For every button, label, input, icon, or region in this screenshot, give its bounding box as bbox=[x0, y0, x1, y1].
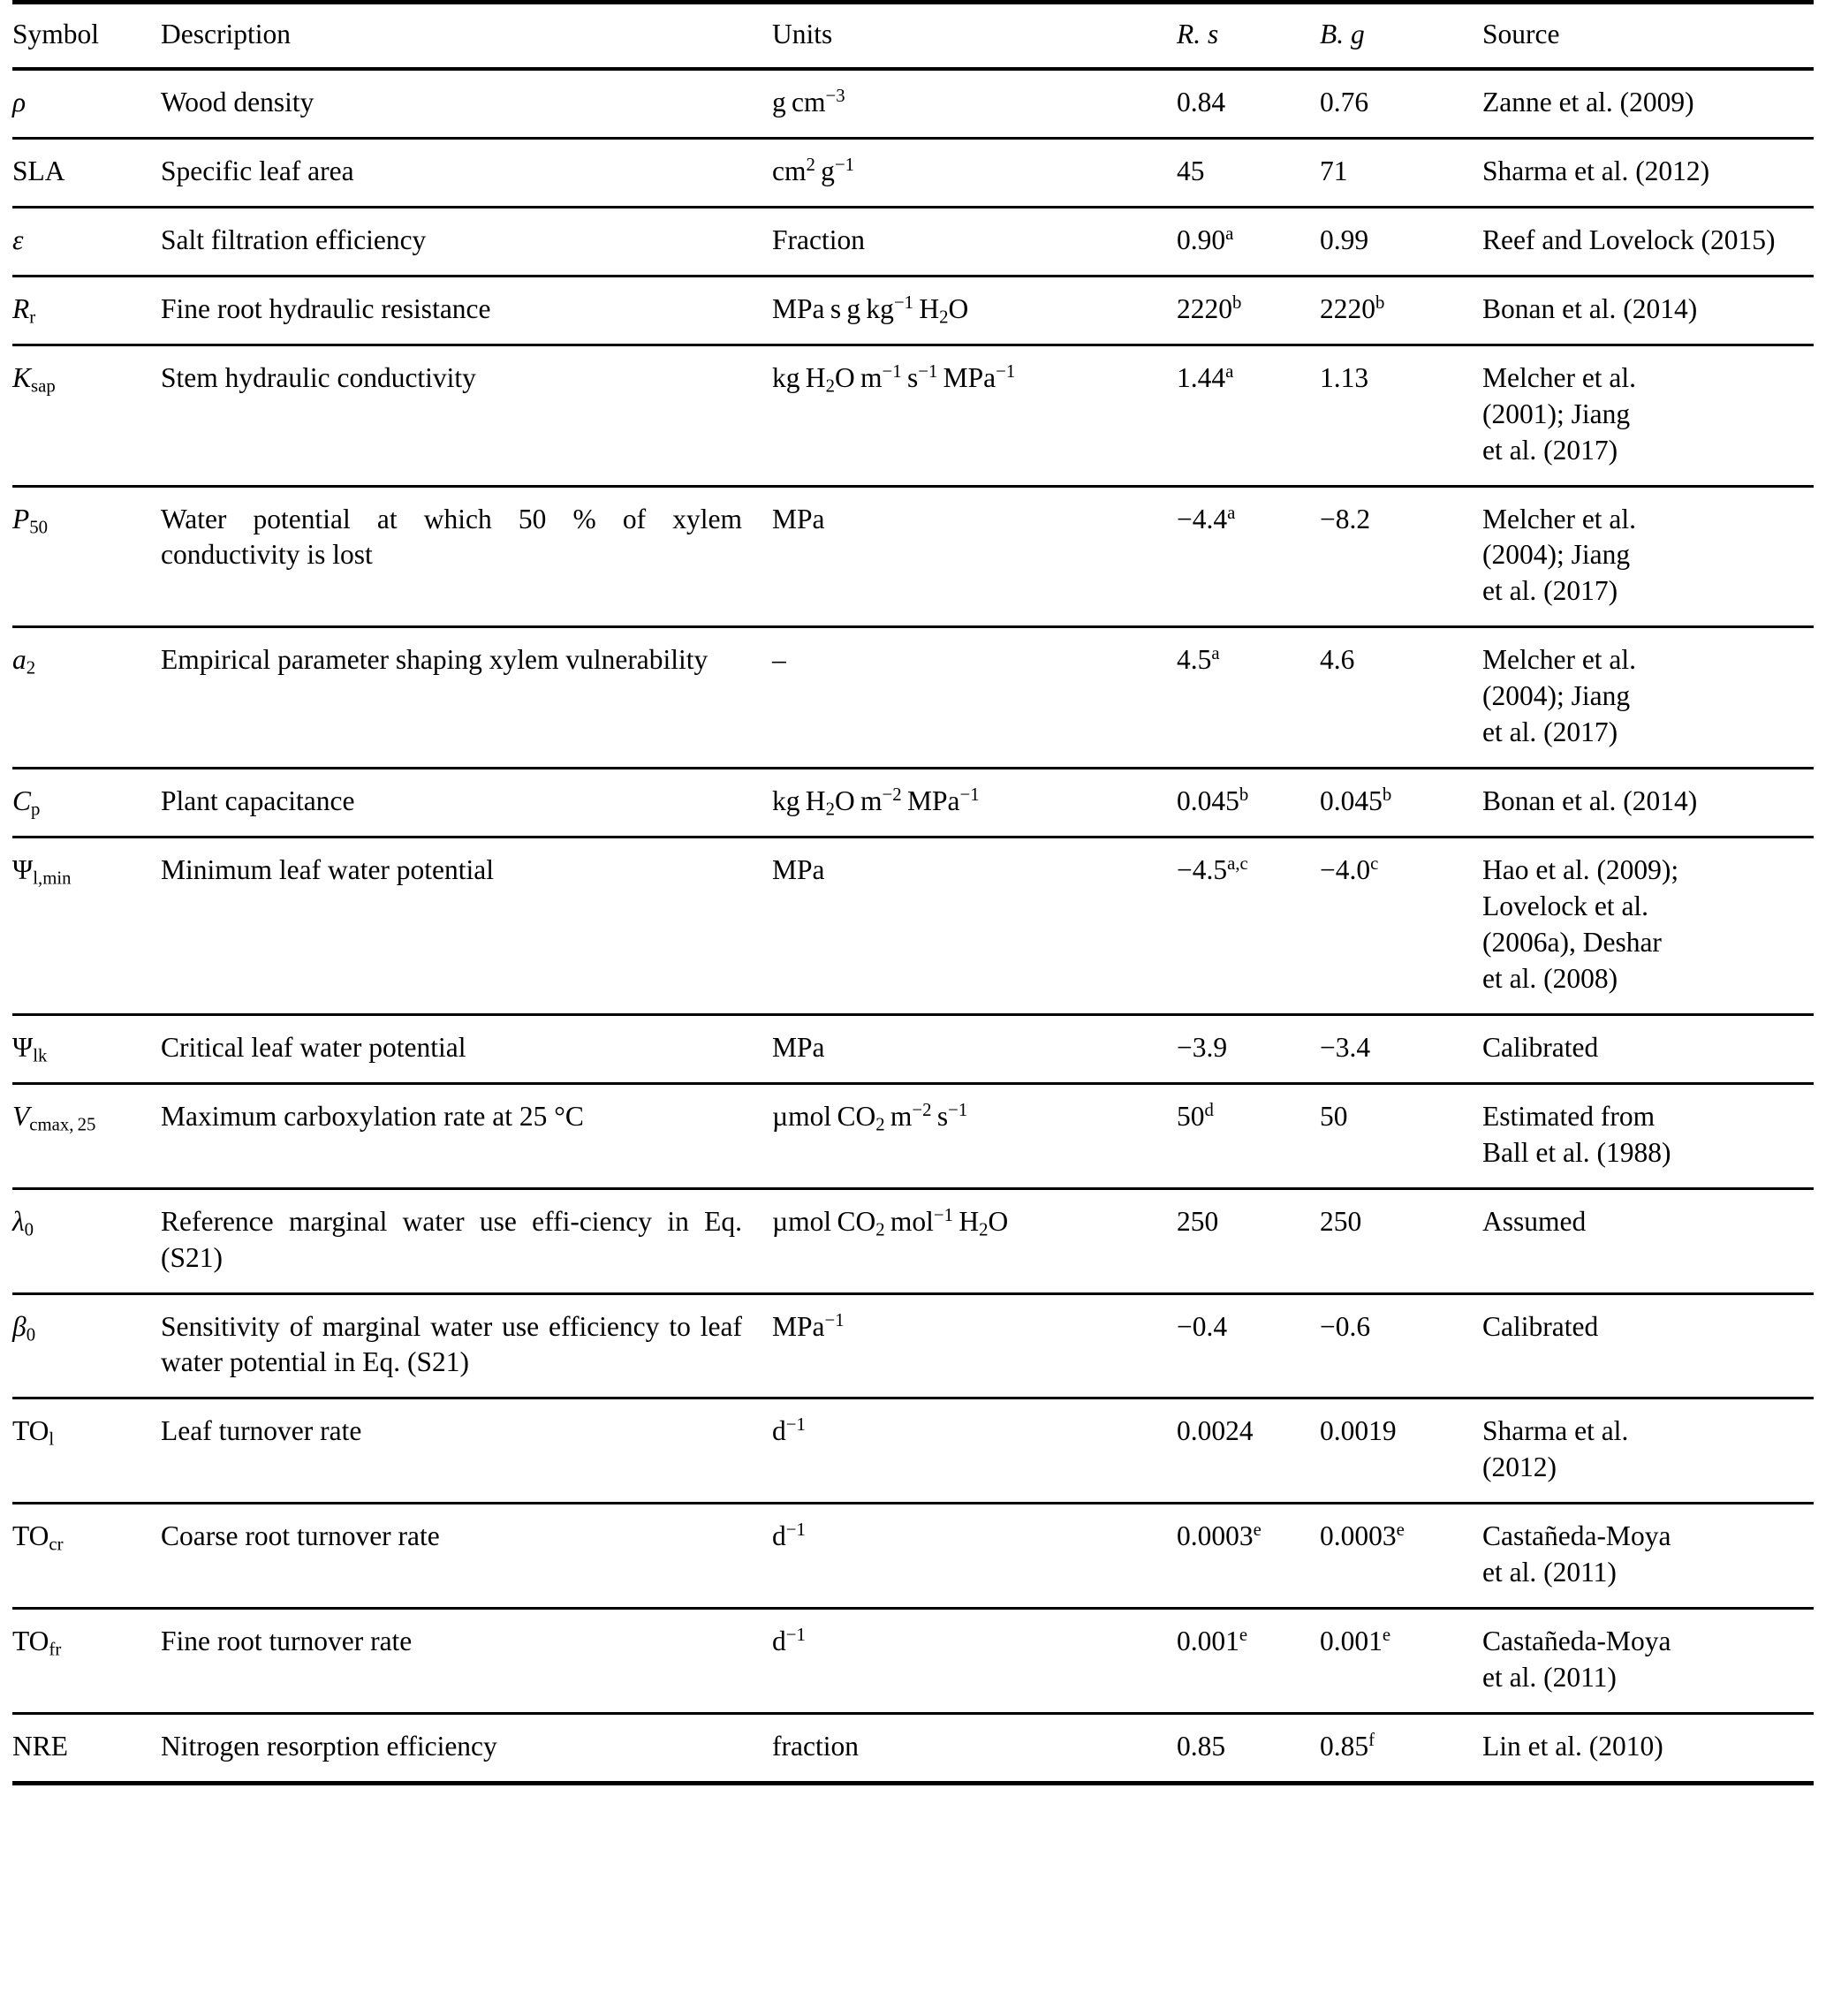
cell-value-bg: 50 bbox=[1320, 1083, 1482, 1188]
cell-source: Calibrated bbox=[1482, 1293, 1814, 1398]
cell-description: Nitrogen resorption efficiency bbox=[161, 1714, 772, 1784]
column-header-rs bbox=[1177, 3, 1320, 69]
cell-symbol: $\lambda_0$ bbox=[12, 1188, 161, 1293]
column-header-bg-label: B. g bbox=[1320, 19, 1365, 49]
cell-value-rs: −4.4$^a$ bbox=[1177, 486, 1320, 627]
cell-value-bg: 71 bbox=[1320, 138, 1482, 207]
cell-source: Castañeda-Moya et al. (2011) bbox=[1482, 1504, 1814, 1609]
cell-symbol: $TO_l$ bbox=[12, 1398, 161, 1504]
cell-value-bg: −0.6 bbox=[1320, 1293, 1482, 1398]
table-row bbox=[12, 769, 1814, 837]
cell-value-rs: 0.90$^a$ bbox=[1177, 207, 1320, 276]
cell-description: Critical leaf water potential bbox=[161, 1014, 772, 1083]
cell-symbol: $\Psi_{l,min}$ bbox=[12, 837, 161, 1015]
cell-value-bg: 250 bbox=[1320, 1188, 1482, 1293]
cell-symbol: $TO_{fr}$ bbox=[12, 1609, 161, 1714]
cell-value-bg: 0.001e bbox=[1320, 1609, 1482, 1714]
cell-units: kg $H_2O$ $m^{-1}$ $s^{-1}$ MPa$^{-1}$ bbox=[772, 345, 1177, 486]
column-header-symbol: Symbol bbox=[12, 3, 161, 69]
cell-units: fraction bbox=[772, 1714, 1177, 1784]
cell-symbol: $C_p$ bbox=[12, 769, 161, 837]
cell-value-bg: 0.76 bbox=[1320, 69, 1482, 138]
cell-source: Bonan et al. (2014) bbox=[1482, 276, 1814, 345]
cell-source: Zanne et al. (2009) bbox=[1482, 69, 1814, 138]
cell-source: Sharma et al. (2012) bbox=[1482, 138, 1814, 207]
cell-description: Coarse root turnover rate bbox=[161, 1504, 772, 1609]
table-row bbox=[12, 1014, 1814, 1083]
table-row bbox=[12, 207, 1814, 276]
cell-symbol: $\beta_0$ bbox=[12, 1293, 161, 1398]
column-header-units: Units bbox=[772, 3, 1177, 69]
cell-units: µmol $CO_2$ $m^{-2}$ $s^{-1}$ bbox=[772, 1083, 1177, 1188]
cell-value-rs: 0.045$^b$ bbox=[1177, 769, 1320, 837]
cell-description: Minimum leaf water potential bbox=[161, 837, 772, 1015]
cell-value-bg: 0.99 bbox=[1320, 207, 1482, 276]
cell-value-rs: 1.44$^a$ bbox=[1177, 345, 1320, 486]
cell-source: Assumed bbox=[1482, 1188, 1814, 1293]
cell-description: Salt filtration efficiency bbox=[161, 207, 772, 276]
cell-description: Reference marginal water use effi‑ciency in Eq. (S21) bbox=[161, 1188, 772, 1293]
cell-units: µmol $CO_2$ mol$^{-1}$ $H_2O$ bbox=[772, 1188, 1177, 1293]
table-row bbox=[12, 69, 1814, 138]
cell-source: Estimated from Ball et al. (1988) bbox=[1482, 1083, 1814, 1188]
table-row bbox=[12, 345, 1814, 486]
cell-description: Maximum carboxylation rate at 25 °C bbox=[161, 1083, 772, 1188]
cell-symbol: $R_r$ bbox=[12, 276, 161, 345]
cell-description: Wood density bbox=[161, 69, 772, 138]
column-header-rs-label: R. s bbox=[1177, 19, 1219, 49]
table-row bbox=[12, 1083, 1814, 1188]
cell-value-rs: 2220$^b$ bbox=[1177, 276, 1320, 345]
cell-source: Lin et al. (2010) bbox=[1482, 1714, 1814, 1784]
cell-value-rs: 250 bbox=[1177, 1188, 1320, 1293]
cell-description: Stem hydraulic conductivity bbox=[161, 345, 772, 486]
cell-units: MPa bbox=[772, 486, 1177, 627]
cell-symbol: $a_2$ bbox=[12, 627, 161, 769]
cell-value-rs: 0.001e bbox=[1177, 1609, 1320, 1714]
cell-units: MPa$^{-1}$ bbox=[772, 1293, 1177, 1398]
cell-value-bg: 0.045$^b$ bbox=[1320, 769, 1482, 837]
cell-symbol: NRE bbox=[12, 1714, 161, 1784]
cell-value-bg: −3.4 bbox=[1320, 1014, 1482, 1083]
cell-symbol: $P_{50}$ bbox=[12, 486, 161, 627]
cell-value-rs: 4.5$^a$ bbox=[1177, 627, 1320, 769]
cell-value-bg: 4.6 bbox=[1320, 627, 1482, 769]
cell-description: Leaf turnover rate bbox=[161, 1398, 772, 1504]
cell-units: $d^{-1}$ bbox=[772, 1504, 1177, 1609]
table-header bbox=[12, 3, 1814, 69]
cell-description: Fine root hydraulic resistance bbox=[161, 276, 772, 345]
column-header-description: Description bbox=[161, 3, 772, 69]
cell-symbol: ε bbox=[12, 207, 161, 276]
cell-units: MPa s g $kg^{-1}$ $H_2O$ bbox=[772, 276, 1177, 345]
cell-value-bg: 0.85$^f$ bbox=[1320, 1714, 1482, 1784]
parameter-table bbox=[12, 0, 1814, 1785]
header-row bbox=[12, 3, 1814, 69]
cell-value-bg: −4.0$^c$ bbox=[1320, 837, 1482, 1015]
table-row bbox=[12, 1398, 1814, 1504]
table-row bbox=[12, 138, 1814, 207]
cell-description: Empirical parameter shaping xylem vulnerability bbox=[161, 627, 772, 769]
cell-source: Calibrated bbox=[1482, 1014, 1814, 1083]
cell-source: Castañeda-Moya et al. (2011) bbox=[1482, 1609, 1814, 1714]
table-body bbox=[12, 69, 1814, 1784]
cell-value-rs: 0.0024 bbox=[1177, 1398, 1320, 1504]
cell-units: – bbox=[772, 627, 1177, 769]
table-row bbox=[12, 1714, 1814, 1784]
cell-description: Plant capacitance bbox=[161, 769, 772, 837]
cell-value-bg: −8.2 bbox=[1320, 486, 1482, 627]
cell-units: $d^{-1}$ bbox=[772, 1398, 1177, 1504]
cell-value-bg: 0.0003e bbox=[1320, 1504, 1482, 1609]
cell-symbol: $V_{cmax, 25}$ bbox=[12, 1083, 161, 1188]
cell-symbol: SLA bbox=[12, 138, 161, 207]
cell-source: Reef and Lovelock (2015) bbox=[1482, 207, 1814, 276]
cell-value-rs: $-4.5^{a,c}$ bbox=[1177, 837, 1320, 1015]
cell-value-rs: 45 bbox=[1177, 138, 1320, 207]
table-row bbox=[12, 837, 1814, 1015]
table-row bbox=[12, 486, 1814, 627]
cell-units: g $cm^{-3}$ bbox=[772, 69, 1177, 138]
column-header-bg bbox=[1320, 3, 1482, 69]
cell-description: Specific leaf area bbox=[161, 138, 772, 207]
table-row bbox=[12, 276, 1814, 345]
cell-value-rs: −3.9 bbox=[1177, 1014, 1320, 1083]
cell-value-bg: 1.13 bbox=[1320, 345, 1482, 486]
cell-value-rs: 0.85 bbox=[1177, 1714, 1320, 1784]
cell-units: Fraction bbox=[772, 207, 1177, 276]
cell-units: $cm^2$ $g^{-1}$ bbox=[772, 138, 1177, 207]
cell-description: Fine root turnover rate bbox=[161, 1609, 772, 1714]
cell-value-rs: 0.0003e bbox=[1177, 1504, 1320, 1609]
cell-source: Melcher et al. (2004); Jiang et al. (2017) bbox=[1482, 486, 1814, 627]
column-header-source: Source bbox=[1482, 3, 1814, 69]
cell-value-bg: 2220$^b$ bbox=[1320, 276, 1482, 345]
cell-units: MPa bbox=[772, 837, 1177, 1015]
table-row bbox=[12, 1609, 1814, 1714]
cell-value-rs: −0.4 bbox=[1177, 1293, 1320, 1398]
cell-source: Bonan et al. (2014) bbox=[1482, 769, 1814, 837]
cell-units: MPa bbox=[772, 1014, 1177, 1083]
cell-value-rs: 0.84 bbox=[1177, 69, 1320, 138]
cell-source: Melcher et al. (2004); Jiang et al. (2017) bbox=[1482, 627, 1814, 769]
table-row bbox=[12, 627, 1814, 769]
cell-source: Sharma et al. (2012) bbox=[1482, 1398, 1814, 1504]
cell-units: $d^{-1}$ bbox=[772, 1609, 1177, 1714]
cell-value-bg: 0.0019 bbox=[1320, 1398, 1482, 1504]
cell-source: Melcher et al. (2001); Jiang et al. (2017) bbox=[1482, 345, 1814, 486]
cell-value-rs: 50$^d$ bbox=[1177, 1083, 1320, 1188]
cell-symbol: $TO_{cr}$ bbox=[12, 1504, 161, 1609]
table-row bbox=[12, 1188, 1814, 1293]
cell-description: Sensitivity of marginal water use efficiency to leaf water potential in Eq. (S21) bbox=[161, 1293, 772, 1398]
cell-symbol: $\Psi_{lk}$ bbox=[12, 1014, 161, 1083]
cell-units: kg $H_2O$ $m^{-2}$ MPa$^{-1}$ bbox=[772, 769, 1177, 837]
cell-symbol: $K_{sap}$ bbox=[12, 345, 161, 486]
table-row bbox=[12, 1504, 1814, 1609]
table-row bbox=[12, 1293, 1814, 1398]
cell-source: Hao et al. (2009); Lovelock et al. (2006a), Deshar et al. (2008) bbox=[1482, 837, 1814, 1015]
cell-symbol: ρ bbox=[12, 69, 161, 138]
cell-description: Water potential at which 50 % of xylem conductivity is lost bbox=[161, 486, 772, 627]
